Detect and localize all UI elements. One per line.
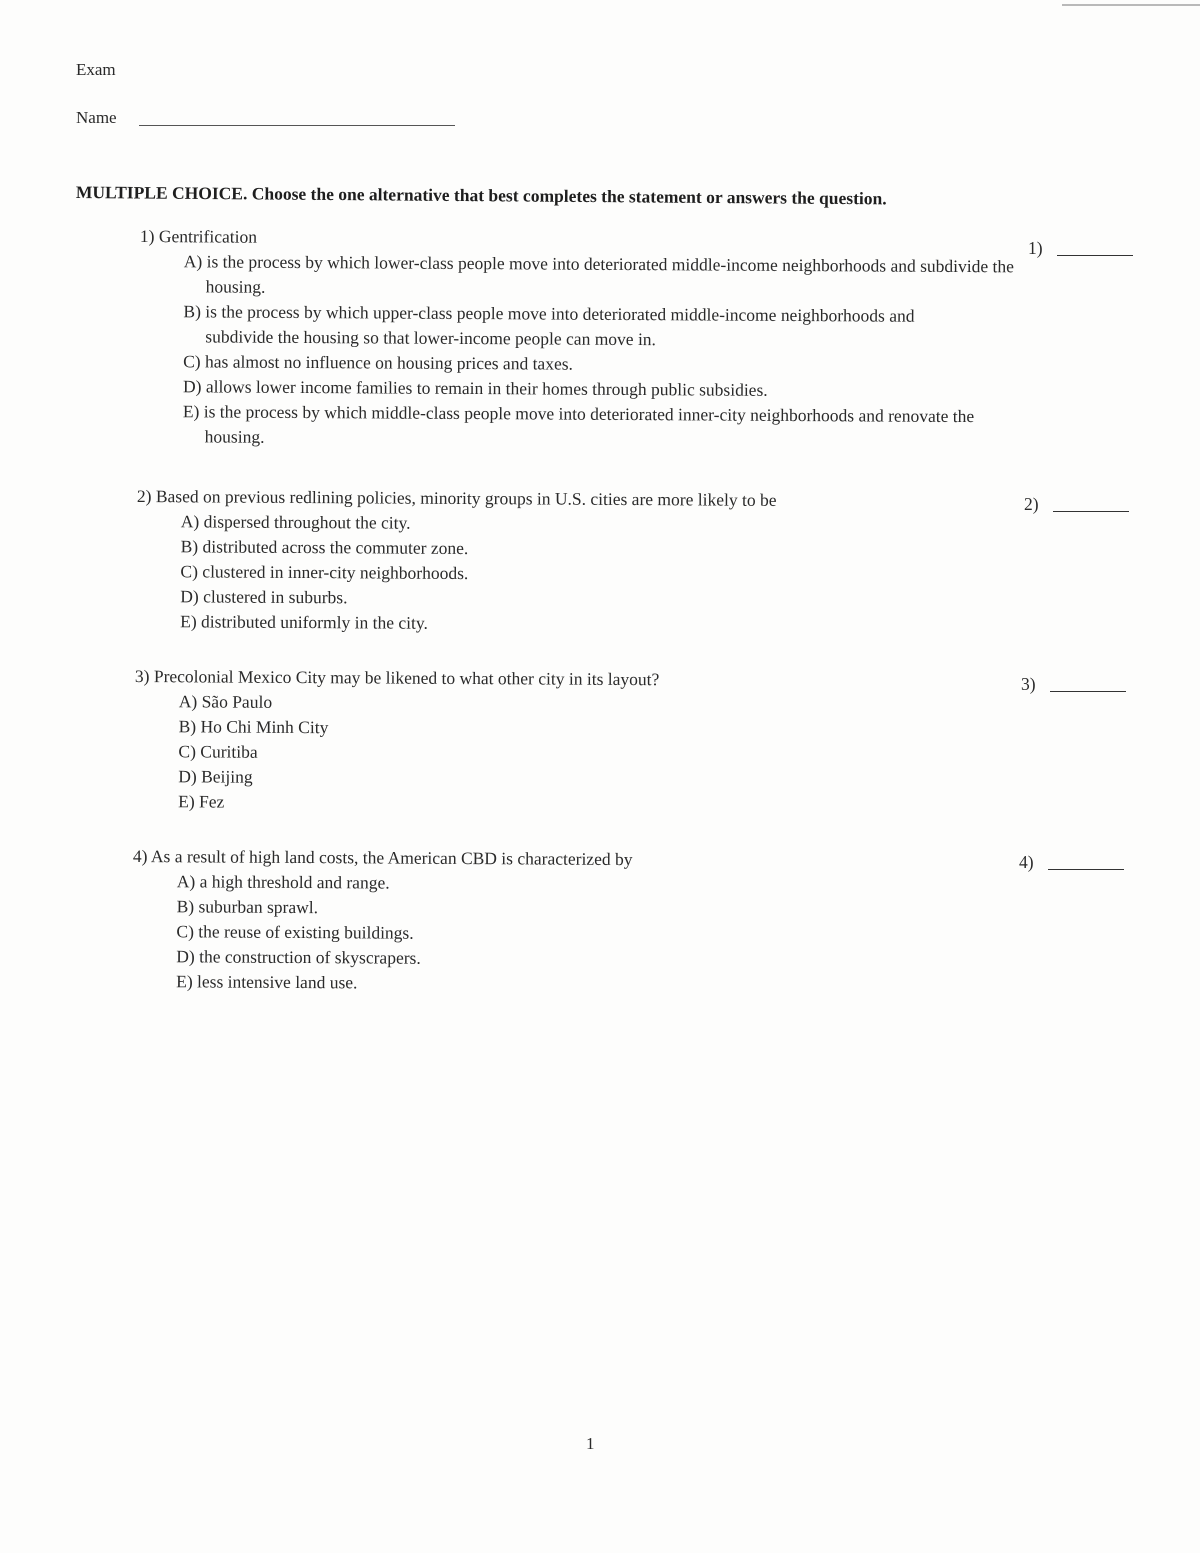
answer-blank-line[interactable] <box>1050 691 1126 692</box>
answer-slot-1 <box>1028 238 1133 259</box>
option-a: A) dispersed throughout the city. <box>180 511 411 533</box>
option-b: B) Ho Chi Minh City <box>178 716 329 738</box>
options-list <box>176 869 1019 999</box>
answer-blank-line[interactable] <box>1057 255 1133 256</box>
answer-number: 2) <box>1024 494 1039 514</box>
option-e: E) distributed uniformly in the city. <box>180 611 428 633</box>
option-e: E) is the process by which middle-class people move into deteriorated inner-city neighborhoods and renovate the housing. <box>182 401 975 447</box>
answer-number: 3) <box>1021 674 1036 694</box>
section-instructions: MULTIPLE CHOICE. Choose the one alternative that best completes the statement or answers the question. <box>75 182 887 209</box>
name-blank-line[interactable] <box>139 125 455 126</box>
option-e: E) less intensive land use. <box>176 971 358 993</box>
question-stem: 4) As a result of high land costs, the American CBD is characterized by <box>132 845 633 870</box>
question-2 <box>136 484 1023 639</box>
option-d: D) clustered in suburbs. <box>180 586 348 608</box>
answer-slot-2 <box>1024 494 1129 515</box>
option-b: B) suburban sprawl. <box>176 896 319 918</box>
question-3 <box>134 664 1021 819</box>
answer-blank-line[interactable] <box>1053 511 1129 512</box>
option-a: A) a high threshold and range. <box>176 871 390 893</box>
question-stem: 2) Based on previous redlining policies, minority groups in U.S. cities are more likely to be <box>136 485 777 510</box>
option-c: C) Curitiba <box>178 741 258 762</box>
option-d: D) allows lower income families to remain in their homes through public subsidies. <box>182 376 768 400</box>
question-1 <box>139 224 1026 454</box>
answer-number: 4) <box>1019 852 1034 872</box>
option-d: D) the construction of skyscrapers. <box>176 946 421 968</box>
option-a: A) São Paulo <box>178 691 273 712</box>
options-list <box>183 249 1026 454</box>
option-d: D) Beijing <box>178 766 253 787</box>
option-c: C) the reuse of existing buildings. <box>176 921 414 943</box>
options-list <box>178 689 1021 819</box>
option-a: A) is the process by which lower-class people move into deteriorated middle-income neighborhoods and subdivide the housing. <box>183 251 1015 297</box>
exam-label: Exam <box>76 60 116 79</box>
answer-slot-4 <box>1019 852 1124 873</box>
name-row <box>76 108 455 128</box>
option-c: C) has almost no influence on housing prices and taxes. <box>183 351 573 374</box>
option-c: C) clustered in inner-city neighborhoods. <box>180 561 469 584</box>
question-4 <box>132 844 1019 999</box>
answer-slot-3 <box>1021 674 1126 695</box>
options-list <box>180 509 1023 639</box>
answer-blank-line[interactable] <box>1048 869 1124 870</box>
answer-number: 1) <box>1028 238 1043 258</box>
option-b: B) distributed across the commuter zone. <box>180 536 469 559</box>
scan-edge-mark <box>1062 4 1200 6</box>
name-label: Name <box>76 108 117 127</box>
option-e: E) Fez <box>178 791 225 812</box>
option-b: B) is the process by which upper-class people move into deteriorated middle-income neighborhoods and subdivide the housing so that lower-income people can move in. <box>183 301 915 350</box>
page-number: 1 <box>586 1434 595 1453</box>
question-stem: 3) Precolonial Mexico City may be likened to what other city in its layout? <box>134 665 660 690</box>
question-stem: 1) Gentrification <box>139 225 258 247</box>
